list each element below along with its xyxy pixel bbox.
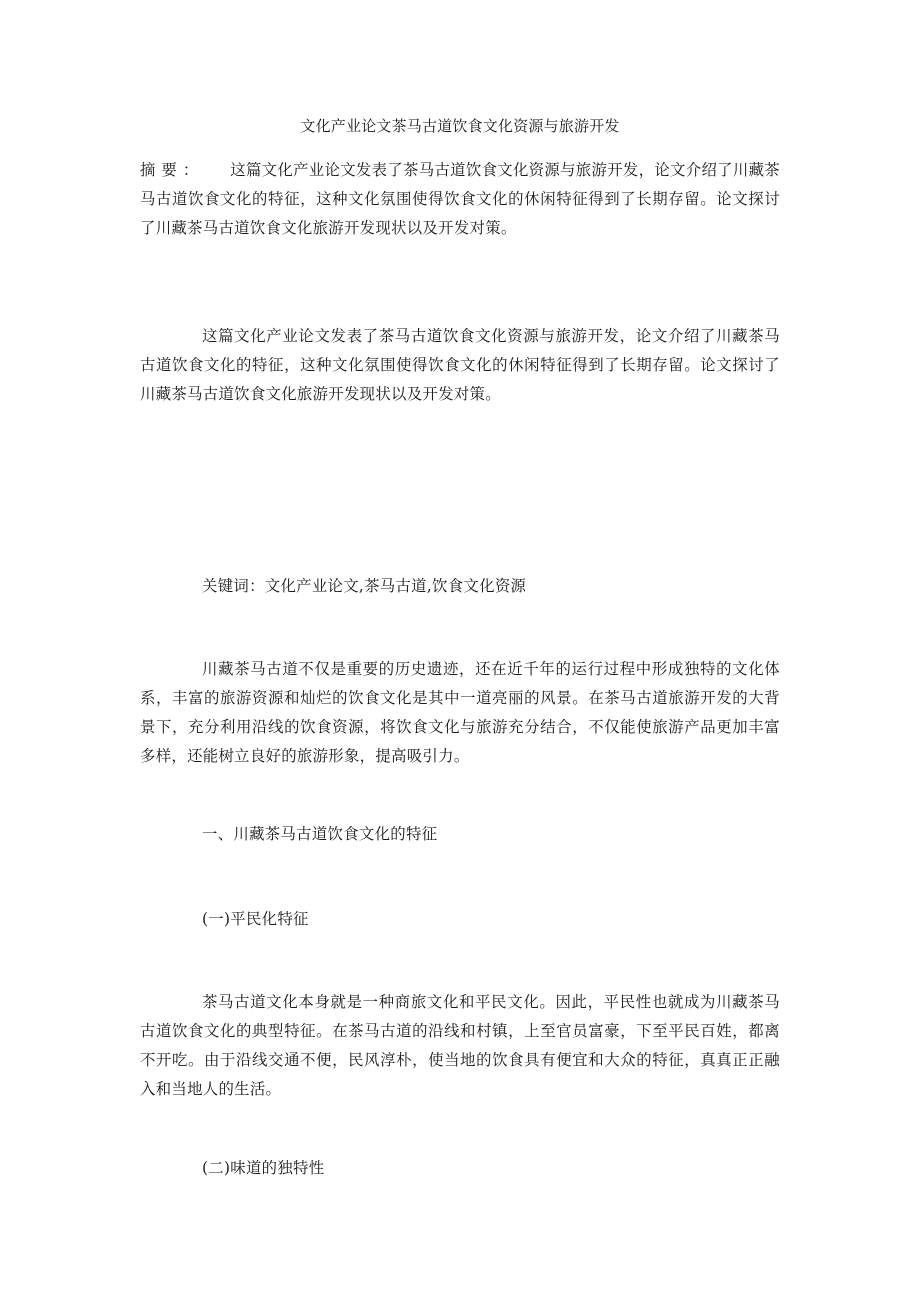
- section-one-heading: 一、川藏茶马古道饮食文化的特征: [202, 825, 438, 843]
- document-title: 文化产业论文茶马古道饮食文化资源与旅游开发: [300, 117, 620, 135]
- abstract-text: 这篇文化产业论文发表了茶马古道饮食文化资源与旅游开发，论文介绍了川藏茶马古道饮食文化的特征，这种文化氛围使得饮食文化的休闲特征得到了长期存留。论文探讨了川藏茶马古道饮食文化旅游开发现状以及开发对策。: [140, 161, 780, 237]
- civilian-paragraph: 茶马古道文化本身就是一种商旅文化和平民文化。因此，平民性也就成为川藏茶马古道饮食文化的典型特征。在茶马古道的沿线和村镇，上至官员富豪，下至平民百姓，都离不开吃。由于沿线交通不便，民风淳朴，使当地的饮食具有便宜和大众的特征，真真正正融入和当地人的生活。: [140, 993, 780, 1098]
- abstract-label: 摘要：: [140, 161, 205, 179]
- subsection-one-heading: (一)平民化特征: [202, 910, 309, 928]
- intro-paragraph: 川藏茶马古道不仅是重要的历史遗迹，还在近千年的运行过程中形成独特的文化体系，丰富的旅游资源和灿烂的饮食文化是其中一道亮丽的风景。在茶马古道旅游开发的大背景下，充分利用沿线的饮食资源，将饮食文化与旅游充分结合，不仅能使旅游产品更加丰富多样，还能树立良好的旅游形象，提高吸引力。: [140, 660, 780, 765]
- keywords-line: 关键词：文化产业论文,茶马古道,饮食文化资源: [202, 577, 527, 595]
- abstract: [140, 156, 780, 243]
- summary-paragraph: 这篇文化产业论文发表了茶马古道饮食文化资源与旅游开发，论文介绍了川藏茶马古道饮食文化的特征，这种文化氛围使得饮食文化的休闲特征得到了长期存留。论文探讨了川藏茶马古道饮食文化旅游开发现状以及开发对策。: [140, 327, 780, 403]
- subsection-two-heading: (二)味道的独特性: [202, 1159, 325, 1177]
